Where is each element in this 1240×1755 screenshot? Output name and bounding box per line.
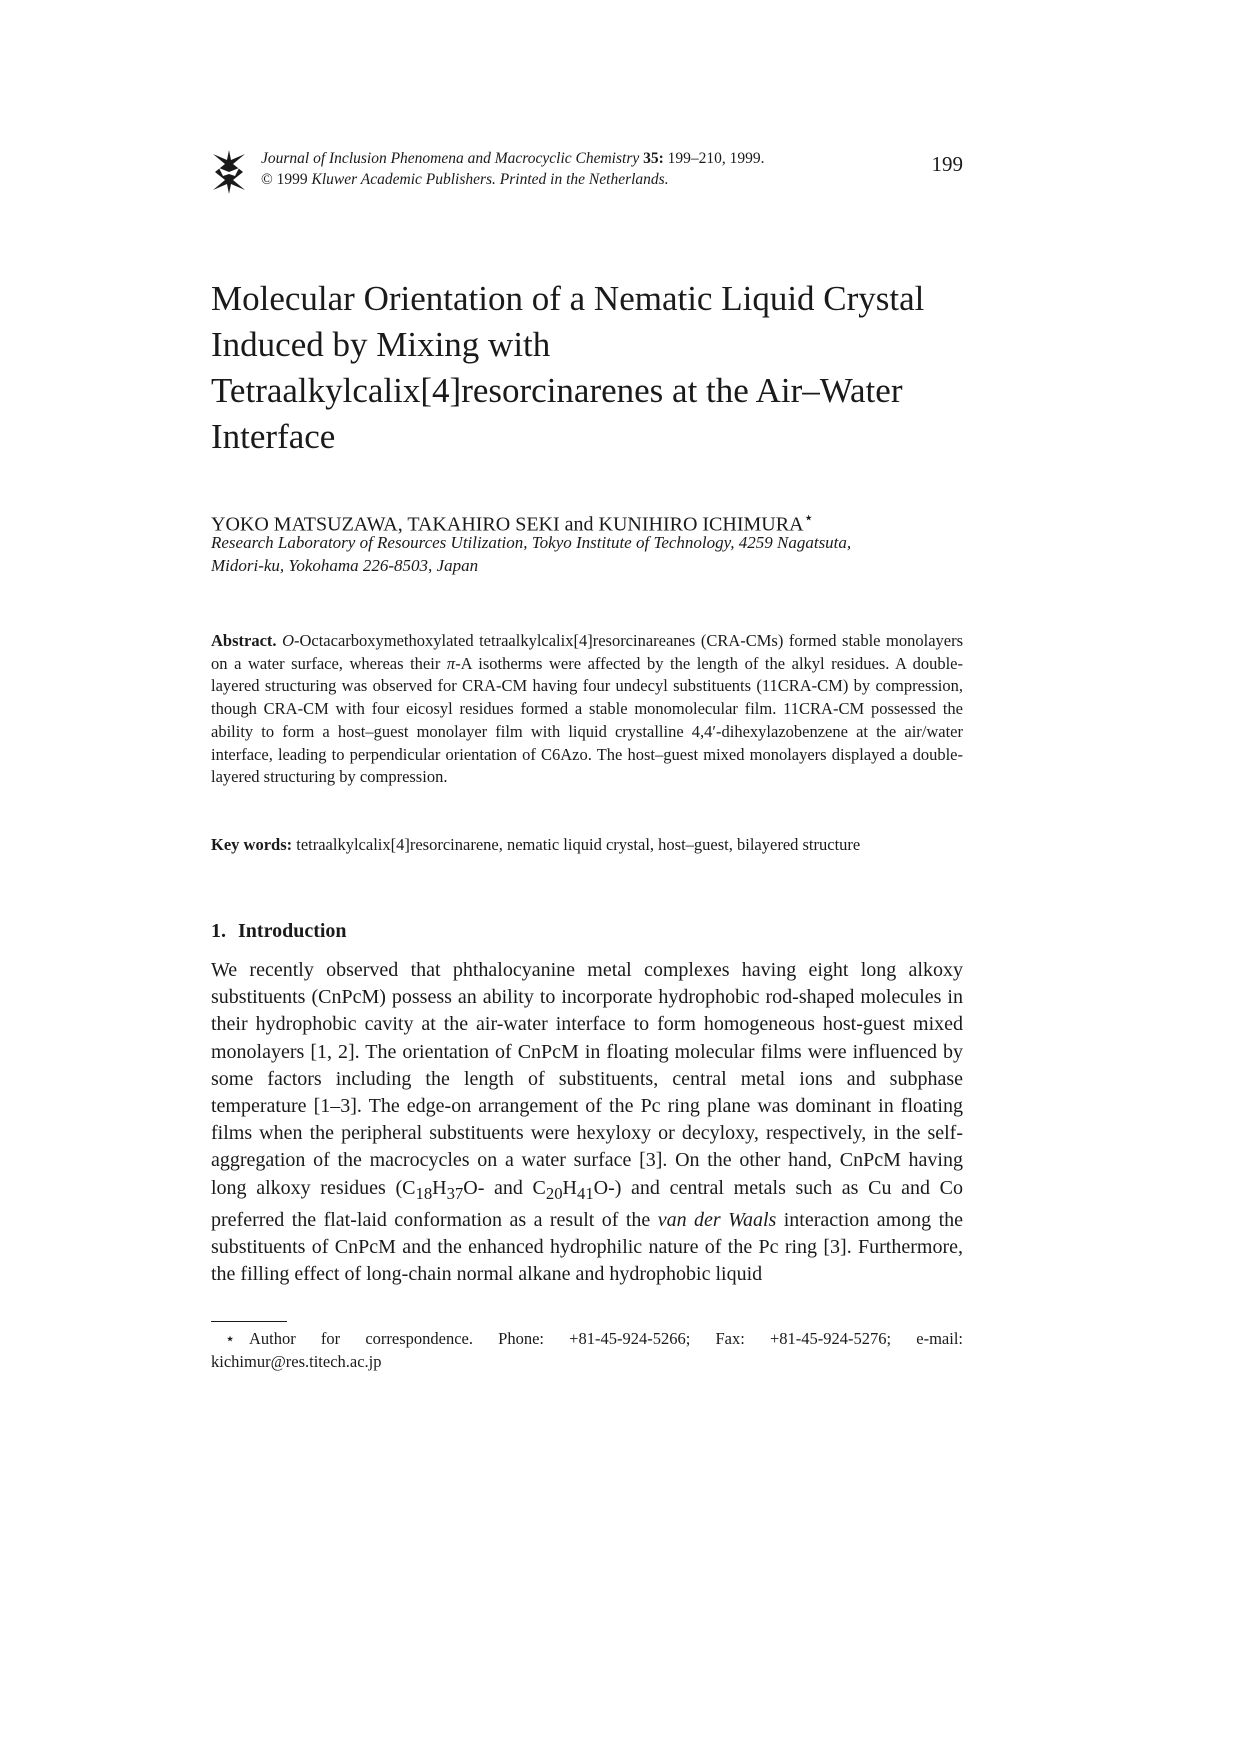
subscript: 41: [576, 1183, 594, 1203]
section-heading-introduction: [211, 918, 347, 944]
abstract: [211, 630, 963, 789]
journal-volume: 35:: [643, 150, 664, 167]
copyright-year: © 1999: [261, 171, 308, 188]
keywords-text: tetraalkylcalix[4]resorcinarene, nematic liquid crystal, host–guest, bilayered structure: [296, 835, 861, 854]
subscript: 37: [446, 1183, 464, 1203]
journal-citation: [261, 148, 765, 190]
title-line: Molecular Orientation of a Nematic Liquid Crystal: [211, 279, 925, 318]
body-text-part: O-) and central metals such as Cu and Co preferred the flat-laid conformation as a result of the: [211, 1176, 963, 1231]
subscript: 18: [415, 1183, 433, 1203]
footnote-mark: ⋆: [224, 1329, 236, 1348]
title-line: Induced by Mixing with: [211, 325, 551, 364]
footnote: [211, 1328, 963, 1373]
journal-name: Journal of Inclusion Phenomena and Macrocyclic Chemistry: [261, 150, 640, 167]
subscript: 20: [545, 1183, 563, 1203]
affiliation-line: Research Laboratory of Resources Utilization, Tokyo Institute of Technology, 4259 Nagatsuta,: [211, 533, 852, 552]
section-title: Introduction: [238, 920, 347, 942]
corresponding-author-mark: ⋆: [803, 508, 814, 527]
publisher-name: Kluwer Academic Publishers. Printed in the Netherlands.: [311, 171, 669, 188]
journal-line-2: [261, 169, 765, 190]
affiliation-line: Midori-ku, Yokohama 226-8503, Japan: [211, 555, 479, 575]
body-text-part: O- and C: [463, 1176, 546, 1199]
pi-symbol: π: [446, 653, 456, 673]
title-line: Tetraalkylcalix[4]resorcinarenes at the Air–Water: [211, 371, 903, 410]
body-text-part: interaction among the substituents of CnPcM and the enhanced hydrophilic nature of the Pc ring [3]. Furthermore, the filling effect of long-chain normal alkane and hydrophobic liquid: [211, 1208, 963, 1286]
page-number: 199: [931, 152, 963, 176]
journal-pages: 199–210, 1999.: [667, 150, 765, 167]
footnote-text: Author for correspondence. Phone: +81-45-924-5266; Fax: +81-45-924-5276; e-mail: kichimur@res.titech.ac.jp: [211, 1329, 963, 1371]
affiliation: [211, 532, 971, 577]
title-line: Interface: [211, 417, 336, 456]
section-number: 1.: [211, 920, 226, 942]
paper-title: [211, 276, 971, 460]
body-text-part: H: [562, 1176, 577, 1199]
author-names: YOKO MATSUZAWA, TAKAHIRO SEKI and KUNIHIRO ICHIMURA: [211, 513, 804, 536]
abstract-label: Abstract.: [211, 631, 277, 650]
abstract-text: -Octacarboxymethoxylated tetraalkylcalix[4]resorcinareanes (CRA-CMs) formed stable monolayers on a water surface, whereas their: [211, 631, 964, 673]
abstract-o-italic: O: [282, 631, 294, 650]
running-header: [211, 148, 963, 198]
keywords-label: Key words:: [211, 835, 293, 854]
journal-line-1: [261, 148, 765, 169]
abstract-text: -A isotherms were affected by the length of the alkyl residues. A double-layered structuring was observed for CRA-CM having four undecyl substituents (11CRA-CM) by compression, though CRA-CM with four eicosyl residues formed a stable monomolecular film. 11CRA-CM possessed the ability to form a host–guest monolayer film with liquid crystalline 4,4′-dihexylazobenzene at the air/water interface, leading to perpendicular orientation of C6Azo. The host–guest mixed monolayers displayed a double-layered structuring by compression.: [211, 653, 963, 787]
keywords: [211, 834, 963, 856]
body-italic: van der Waals: [657, 1208, 777, 1231]
body-text-part: H: [432, 1176, 447, 1199]
publisher-logo-icon: [211, 150, 247, 194]
body-text-part: We recently observed that phthalocyanine metal complexes having eight long alkoxy substituents (CnPcM) possess an ability to incorporate hydrophobic rod-shaped molecules in their hydrophobic cavity at the air-water interface to form homogeneous host-guest mixed monolayers [1, 2]. The orientation of CnPcM in floating molecular films were influenced by some factors including the length of substituents, central metal ions and subphase temperature [1–3]. The edge-on arrangement of the Pc ring plane was dominant in floating films when the peripheral substituents were hexyloxy or decyloxy, respectively, in the self-aggregation of the macrocycles on a water surface [3]. On the other hand, CnPcM having long alkoxy residues (C: [211, 959, 963, 1199]
footnote-rule: [211, 1321, 287, 1322]
introduction-paragraph: [211, 957, 963, 1288]
